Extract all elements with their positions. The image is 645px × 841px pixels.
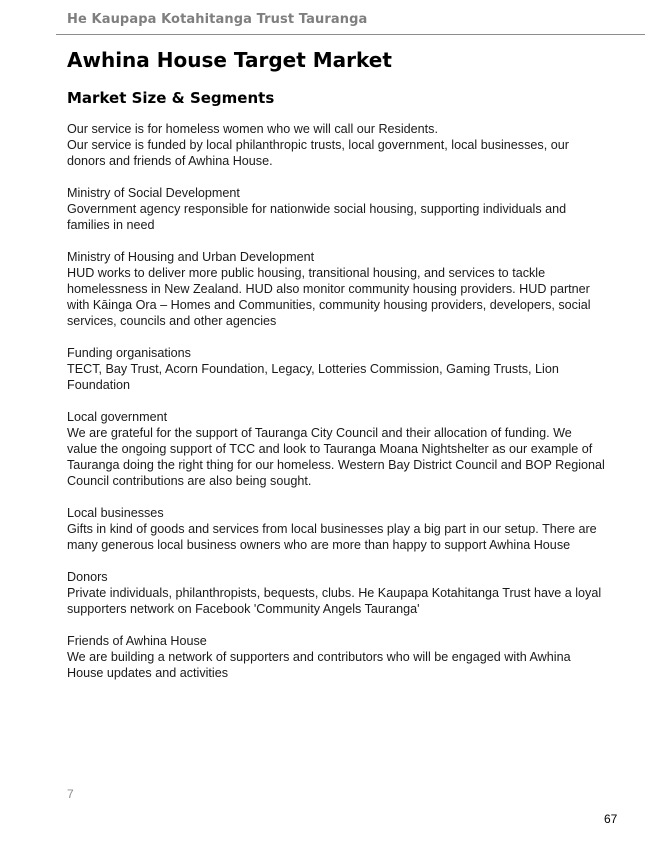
segment-heading: Ministry of Social Development <box>67 186 240 200</box>
segment-heading: Donors <box>67 570 108 584</box>
segment-line: supporters network on Facebook 'Community Angels Tauranga' <box>67 602 420 616</box>
segment-donors <box>67 569 602 617</box>
segment-line: HUD works to deliver more public housing, transitional housing, and services to tackle <box>67 266 546 280</box>
segment-heading: Funding organisations <box>67 346 191 360</box>
intro-line: donors and friends of Awhina House. <box>67 154 273 168</box>
segment-line: House updates and activities <box>67 666 229 680</box>
segment-line: We are building a network of supporters and contributors who will be engaged with Awhina <box>67 650 571 664</box>
segment-line: homelessness in New Zealand. HUD also monitor community housing providers. HUD partner <box>67 282 590 296</box>
segment-line: many generous local business owners who are more than happy to support Awhina House <box>67 538 571 552</box>
segment-line: Foundation <box>67 378 131 392</box>
segment-line: TECT, Bay Trust, Acorn Foundation, Legacy, Lotteries Commission, Gaming Trusts, Lion <box>67 362 559 376</box>
header-rule <box>56 34 645 35</box>
intro-paragraph <box>67 121 587 169</box>
intro-line: Our service is for homeless women who we will call our Residents. <box>67 122 438 136</box>
body-content <box>67 121 605 697</box>
segment-line: Private individuals, philanthropists, bequests, clubs. He Kaupapa Kotahitanga Trust have a loyal <box>67 586 602 600</box>
segment-line: Tauranga doing the right thing for our homeless. Western Bay District Council and BOP Regional <box>67 458 605 472</box>
intro-line: Our service is funded by local philanthropic trusts, local government, local businesses, our <box>67 138 569 152</box>
segment-local-businesses <box>67 505 597 553</box>
segment-line: Government agency responsible for nationwide social housing, supporting individuals and <box>67 202 567 216</box>
section-subtitle: Market Size & Segments <box>67 89 275 107</box>
segment-local-government <box>67 409 605 489</box>
segment-heading: Local businesses <box>67 506 164 520</box>
segment-line: Council contributions are also being sought. <box>67 474 312 488</box>
page-number: 67 <box>604 812 618 826</box>
segment-funding-organisations <box>67 345 587 393</box>
segment-friends <box>67 633 587 681</box>
segment-line: Gifts in kind of goods and services from local businesses play a big part in our setup. There are <box>67 522 597 536</box>
segment-heading: Local government <box>67 410 168 424</box>
inner-page-number: 7 <box>67 787 74 801</box>
page-title: Awhina House Target Market <box>67 48 392 72</box>
segment-line: value the ongoing support of TCC and look to Tauranga Moana Nightshelter as our example of <box>67 442 593 456</box>
segment-heading: Ministry of Housing and Urban Development <box>67 250 315 264</box>
segment-hud <box>67 249 591 329</box>
segment-line: We are grateful for the support of Tauranga City Council and their allocation of funding. We <box>67 426 572 440</box>
segment-line: with Kāinga Ora – Homes and Communities, community housing providers, developers, social <box>67 298 591 312</box>
segment-heading: Friends of Awhina House <box>67 634 207 648</box>
segment-line: families in need <box>67 218 155 232</box>
running-header: He Kaupapa Kotahitanga Trust Tauranga <box>67 12 368 27</box>
segment-line: services, councils and other agencies <box>67 314 277 328</box>
segment-msd <box>67 185 587 233</box>
